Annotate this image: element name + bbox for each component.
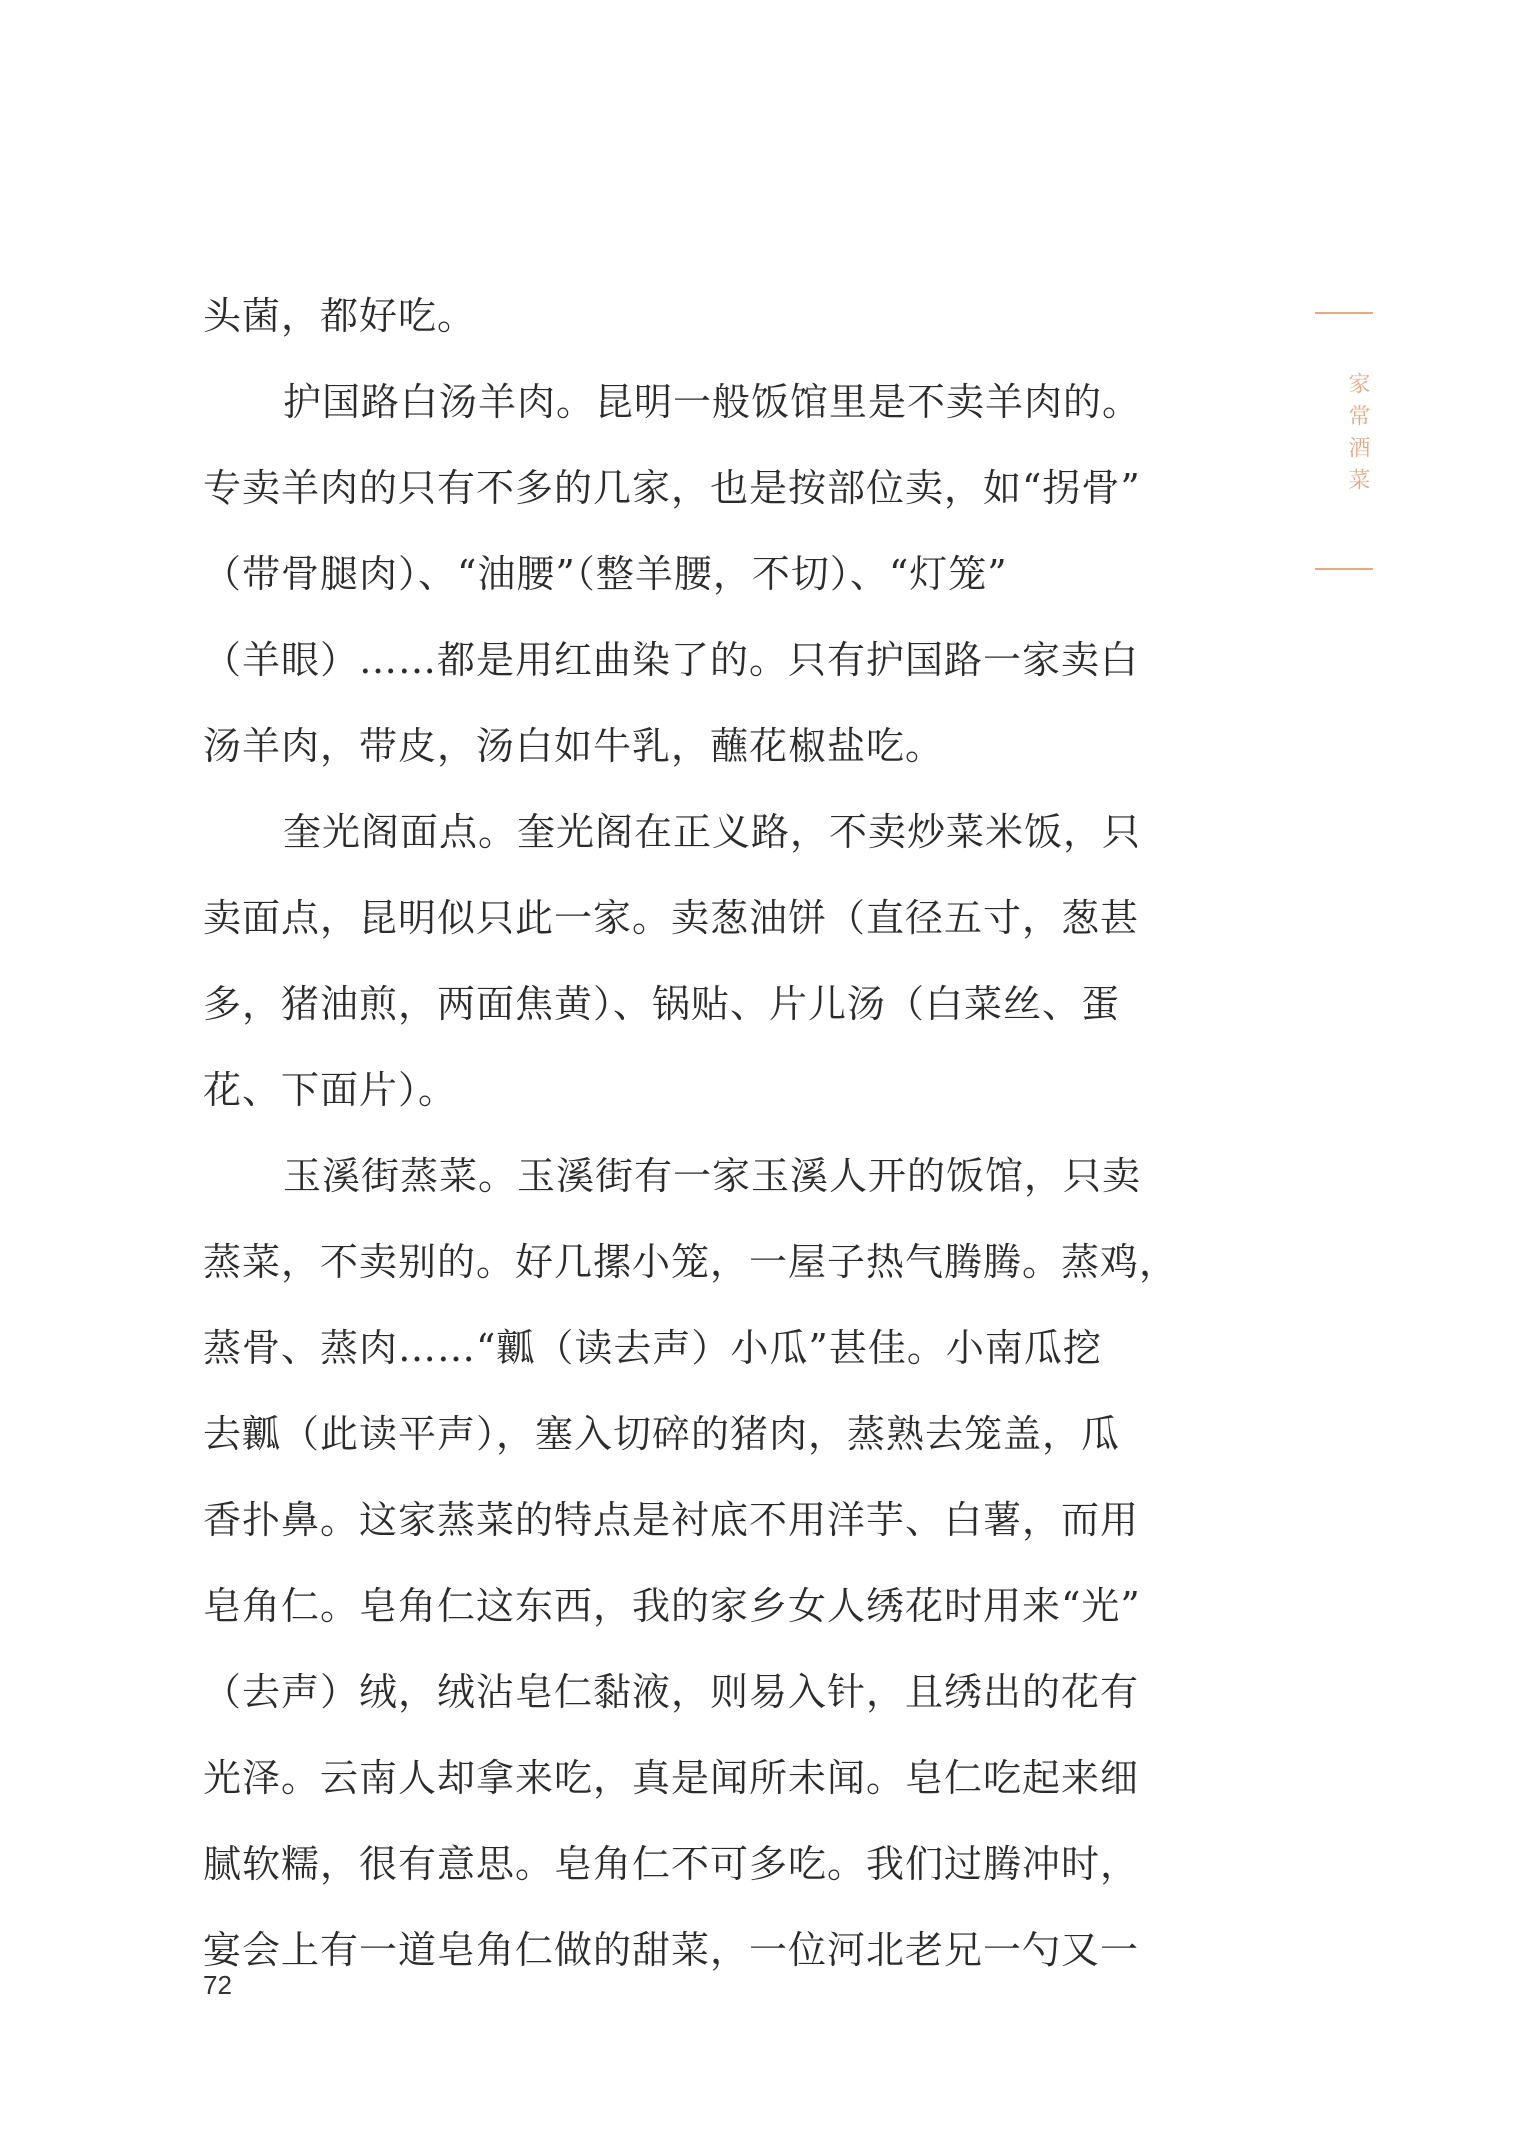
side-tab-top-rule (1315, 312, 1373, 314)
text-line: 花、下面片）。 (203, 1068, 458, 1112)
text-line: 去瓤（此读平声），塞入切碎的猪肉，蒸熟去笼盖，瓜 (203, 1412, 1121, 1456)
body-text (203, 273, 1179, 1993)
text-line: （去声）绒，绒沾皂仁黏液，则易入针，且绣出的花有 (203, 1670, 1140, 1714)
text-line: 蒸骨、蒸肉……“瓤（读去声）小瓜”甚佳。小南瓜挖 (203, 1326, 1102, 1370)
text-line: 腻软糯，很有意思。皂角仁不可多吃。我们过腾冲时， (203, 1842, 1140, 1886)
side-tab-bottom-rule (1315, 568, 1373, 570)
text-line: 宴会上有一道皂角仁做的甜菜，一位河北老兄一勺又一 (203, 1928, 1140, 1972)
text-line: 卖面点，昆明似只此一家。卖葱油饼（直径五寸，葱甚 (203, 896, 1140, 940)
text-line: 多，猪油煎，两面焦黄）、锅贴、片儿汤（白菜丝、蛋 (203, 982, 1121, 1026)
text-line: 皂角仁。皂角仁这东西，我的家乡女人绣花时用来“光” (203, 1584, 1141, 1628)
text-line: 专卖羊肉的只有不多的几家，也是按部位卖，如“拐骨” (203, 466, 1141, 510)
text-line: 玉溪街蒸菜。玉溪街有一家玉溪人开的饭馆，只卖 (283, 1154, 1142, 1198)
page-number: 72 (203, 1970, 232, 2000)
chapter-title: 家常酒菜 (1345, 372, 1370, 500)
text-line: 头菌，都好吃。 (203, 294, 477, 338)
text-line: （羊眼）……都是用红曲染了的。只有护国路一家卖白 (203, 638, 1140, 682)
text-line: 香扑鼻。这家蒸菜的特点是衬底不用洋芋、白薯，而用 (203, 1498, 1140, 1542)
text-line: 光泽。云南人却拿来吃，真是闻所未闻。皂仁吃起来细 (203, 1756, 1140, 1800)
text-line: （带骨腿肉）、“油腰”（整羊腰，不切）、“灯笼” (203, 552, 1008, 596)
text-line: 汤羊肉，带皮，汤白如牛乳，蘸花椒盐吃。 (203, 724, 945, 768)
text-line: 奎光阁面点。奎光阁在正义路，不卖炒菜米饭，只 (283, 810, 1142, 854)
chapter-side-tab (1315, 312, 1373, 570)
text-line: 护国路白汤羊肉。昆明一般饭馆里是不卖羊肉的。 (283, 380, 1142, 424)
text-line: 蒸菜，不卖别的。好几摞小笼，一屋子热气腾腾。蒸鸡， (203, 1240, 1179, 1284)
